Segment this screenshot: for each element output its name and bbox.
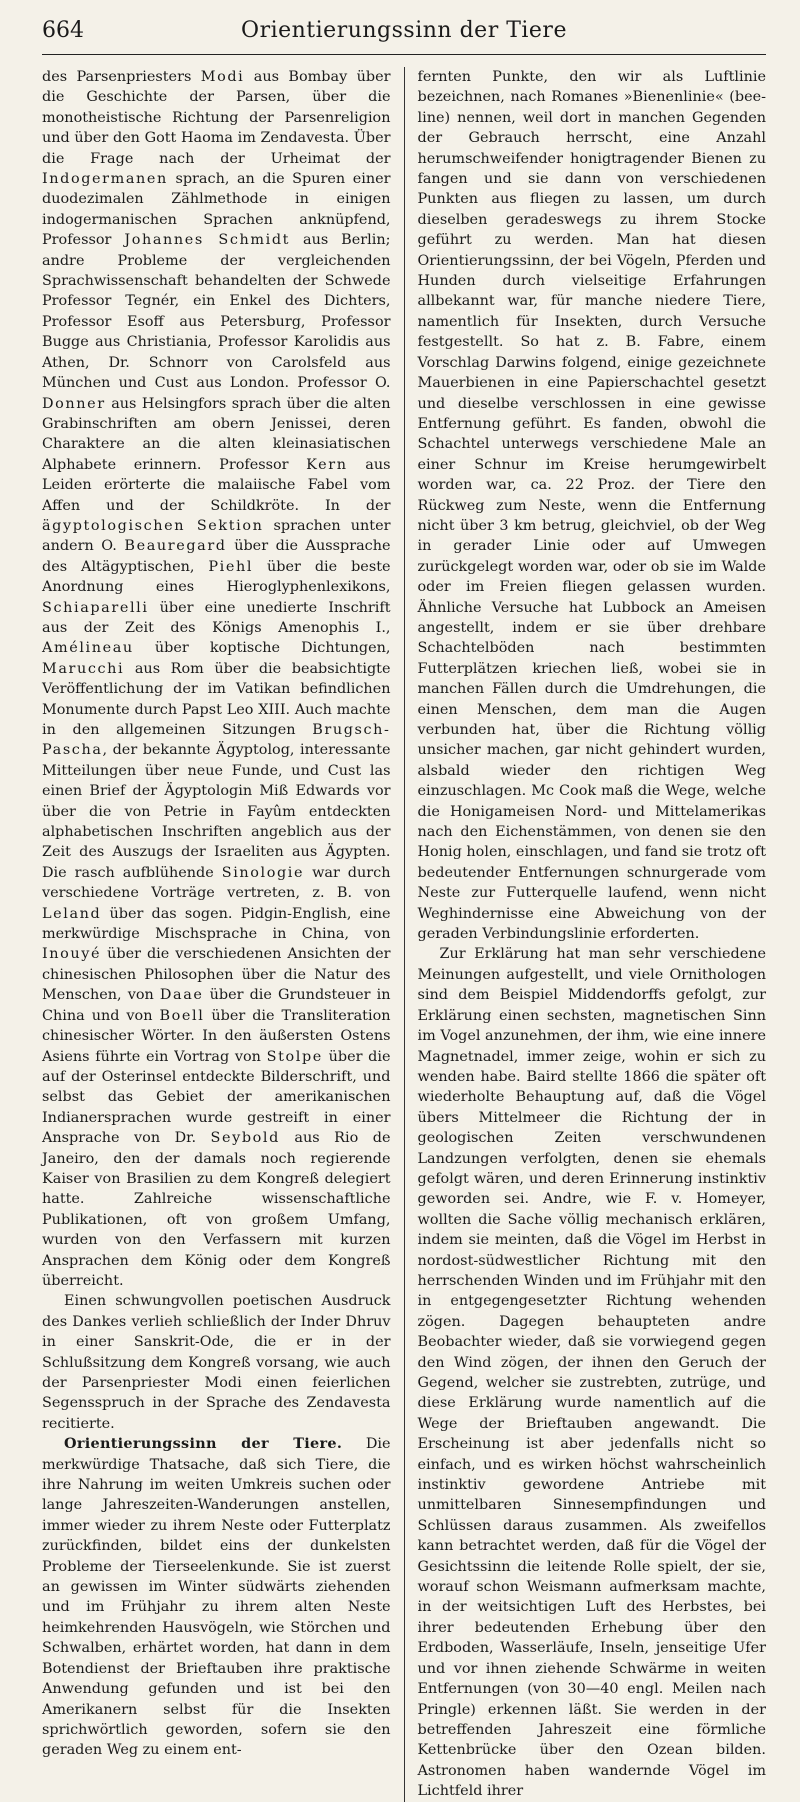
spaced-name: Beauregard: [124, 538, 227, 555]
spaced-name: Brugsch-Pascha: [42, 722, 391, 759]
spaced-name: Stolpe: [266, 1048, 323, 1065]
page-header: [42, 14, 766, 55]
text-run: Die merkwürdige Thatsache, daß sich Tiere, die ihre Nahrung im weiten Umkreis suchen oder lange Jahreszeiten-Wanderungen anstellen, immer wieder zu ihrem Neste oder Futterplatz zurückfinden, bildet eins der dunkelsten Probleme der Tierseelenkunde. Sie ist zuerst an gewissen im Winter südwärts ziehenden und im Frühjahr zu ihrem alten Neste heimkehrenden Hausvögeln, wie Störchen und Schwalben, erhärtet worden, hat dann in dem Botendienst der Brieftauben ihre praktische Anwendung gefunden und ist bei den Amerikanern selbst für die Insekten sprichwörtlich geworden, sofern sie den geraden Weg zu einem ent-: [42, 1436, 391, 1759]
text-run: über das sogen. Pidgin-English, eine merkwürdige Mischsprache in China, von: [42, 905, 391, 943]
text-run: aus Berlin; andre Probleme der vergleichenden Sprachwissenschaft behandelten der Schwede Professor Tegnér, ein Enkel des Dichters, Professor Esoff aus Petersburg, Professor Bugge aus Christiania, Professor Karolidis aus Athen, Dr. Schnorr von Carolsfeld aus München und Cust aus London. Professor O.: [42, 232, 391, 392]
text-run: über die auf der Osterinsel entdeckte Bilderschrift, und selbst das Gebiet der amerikanischen Indianersprachen wurde gestreift in einer Ansprache von Dr.: [42, 1048, 391, 1147]
text-run: über die Transliteration chinesischer Wörter. In den äußersten Ostens Asiens führte ein Vortrag von: [42, 1007, 391, 1065]
page-number: 664: [42, 18, 84, 43]
spaced-name: Donner: [42, 395, 106, 412]
text-run: über die beste Anordnung eines Hieroglyphenlexikons,: [42, 558, 391, 596]
spaced-name: Inouyé: [42, 946, 102, 963]
text-run: aus Rio de Janeiro, den der damals noch regierende Kaiser von Brasilien zu dem Kongreß delegiert hatte. Zahlreiche wissenschaftliche Publikationen, oft von großem Umfang, wurden von den Verfassern mit kurzen Ansprachen dem König oder dem Kongreß überreicht.: [42, 1130, 391, 1289]
section-heading: Orientierungssinn der Tiere.: [64, 1435, 343, 1453]
spaced-name: Modi: [200, 69, 245, 85]
text-run: aus Leiden erörterte die malaiische Fabel vom Affen und der Schildkröte. In der: [42, 456, 391, 514]
spaced-name: Seybold: [210, 1130, 280, 1147]
text-run: , der bekannte Ägyptolog, interessante Mitteilungen über neue Funde, und Cust las einen Brief der Ägyptologin Miß Edwards vor über die von Petrie in Fayûm entdeckten alphabetischen Inschriften angeblich aus der Zeit des Auszugs der Israeliten aus Ägypten. Die rasch aufblühende: [42, 742, 391, 881]
text-run: sprach, an die Spuren einer duodezimalen Zählmethode in einigen indogermanischen Sprachen anknüpfend, Professor: [42, 171, 391, 249]
spaced-name: Leland: [42, 905, 102, 922]
spaced-term: Indogermanen: [42, 171, 168, 188]
paragraph: [42, 67, 391, 1291]
text-run: des Parsenpriesters: [42, 69, 201, 85]
text-run: über koptische Dichtungen,: [133, 640, 391, 657]
paragraph: Zur Erklärung hat man sehr verschiedene Meinungen aufgestellt, und viele Ornithologen sind dem Beispiel Middendorffs gefolgt, zur Erklärung einen sechsten, magnetischen Sinn im Vogel anzunehmen, der ihm, wie eine innere Magnetnadel, immer zeige, wohin er sich zu wenden habe. Baird stellte 1866 die später oft wiederholte Behauptung auf, daß die Vögel übers Mittelmeer die Richtung der in geologischen Zeiten verschwundenen Landzungen verfolgten, denen sie ehemals gefolgt wären, und deren Erinnerung instinktiv geworden sei. Andre, wie F. v. Homeyer, wollten die Sache völlig mechanisch erklären, indem sie meinten, daß die Vögel im Herbst in nordost-südwestlicher Richtung mit den herrschenden Winden und im Frühjahr mit den in entgegengesetzter Richtung wehenden zögen. Dagegen behaupteten andre Beobachter wieder, daß sie vorwiegend gegen den Wind zögen, der ihnen den Geruch der Gegend, welcher sie zustrebten, zutrüge, und diese Erklärung wurde namentlich auf die Wege der Brieftauben angewandt. Die Erscheinung ist aber jedenfalls nicht so einfach, und es wirken höchst wahrscheinlich instinktiv gewordene Antriebe mit unmittelbaren Sinnesempfindungen und Schlüssen daraus zusammen. Als zweifellos kann betrachtet werden, daß für die Vögel der Gesichtssinn die leitende Rolle spielt, der sie, worauf schon Weismann aufmerksam machte, in der weitsichtigen Luft des Herbstes, bei ihrer bedeutenden Erhebung über den Erdboden, Wasserläufe, Inseln, jenseitige Ufer und vor ihnen ziehende Schwärme in weiten Entfernungen (von 30—40 engl. Meilen nach Pringle) erkennen läßt. Sie werden in der betreffenden Jahreszeit eine förmliche Kettenbrücke über den Ozean bilden. Astronomen haben wandernde Vögel im Lichtfeld ihrer: [417, 946, 766, 1800]
paragraph: fernten Punkte, den wir als Luftlinie bezeichnen, nach Romanes »Bienenlinie« (bee-line) nennen, weil dort in manchen Gegenden der Gebrauch herrscht, eine Anzahl herumschweifender honigtragender Bienen zu fangen und sie dann von verschiedenen Punkten aus fliegen zu lassen, um durch dieselben geradeswegs zu ihrem Stocke geführt zu werden. Man hat diesen Orientierungssinn, der bei Vögeln, Pferden und Hunden durch vielseitige Erfahrungen allbekannt war, für manche niedere Tiere, namentlich für Insekten, durch Versuche festgestellt. So hat z. B. Fabre, einem Vorschlag Darwins folgend, einige gezeichnete Mauerbienen in eine Papierschachtel gesetzt und dieselbe verschlossen in eine gewisse Entfernung geführt. Es fanden, obwohl die Schachtel unterwegs verschiedene Male an einer Schnur im Kreise herumgewirbelt worden war, ca. 22 Proz. der Tiere den Rückweg zum Neste, wenn die Entfernung nicht über 3 km betrug, gleichviel, ob der Weg in gerader Linie oder auf Umwegen zurückgelegt worden war, oder ob sie im Walde oder im Freien fliegen gelassen wurden. Ähnliche Versuche hat Lubbock an Ameisen angestellt, indem er sie über drehbare Schachtelböden nach bestimmten Futterplätzen kriechen ließ, wobei sie in manchen Fällen durch die Umdrehungen, die einen Menschen, dem man die Augen verbunden hat, über die Richtung völlig unsicher machen, gar nicht gehindert wurden, alsbald wieder den richtigen Weg einzuschlagen. Mc Cook maß die Wege, welche die Honigameisen Nord- und Mittelamerikas nach den Eichenstämmen, von denen sie den Honig holen, einschlagen, und fand sie trotz oft bedeutender Entfernungen schnurgerade vom Neste zur Futterquelle laufend, wenn nicht Weghindernisse eine Abweichung von der geraden Verbindungslinie erforderten.: [417, 69, 766, 943]
text-run: sprachen unter andern O.: [42, 517, 391, 555]
paragraph: Einen schwungvollen poetischen Ausdruck des Dankes verlieh schließlich der Inder Dhruv in einer Sanskrit-Ode, die er in der Schlußsitzung dem Kongreß vorsang, wie auch der Parsenpriester Modi einen feierlichen Segensspruch in der Sprache des Zendavesta recitierte.: [42, 1293, 391, 1432]
running-title: Orientierungssinn der Tiere: [241, 18, 567, 43]
section-paragraph: [42, 1434, 391, 1761]
spaced-name: Marucchi: [42, 660, 125, 677]
spaced-name: Daae: [159, 987, 204, 1004]
spaced-term: ägyptologischen Sektion: [42, 517, 264, 534]
text-columns: [42, 67, 766, 1802]
text-run: über die verschiedenen Ansichten der chinesischen Philosophen über die Natur des Menschen, von: [42, 946, 391, 1004]
left-column: [42, 67, 391, 1802]
text-run: aus Bombay über die Geschichte der Parsen, über die monotheistische Richtung der Parsenreligion und über den Gott Haoma im Zendavesta. Über die Frage nach der Urheimat der: [42, 69, 391, 167]
text-run: aus Helsingfors sprach über die alten Grabinschriften am obern Jenissei, deren Charaktere an die alten kleinasiatischen Alphabete erinnern. Professor: [42, 395, 391, 473]
spaced-name: Piehl: [208, 558, 254, 575]
spaced-name: Boell: [159, 1007, 205, 1024]
text-run: über die Aussprache des Altägyptischen,: [42, 538, 391, 575]
text-run: war durch verschiedene Vorträge vertreten, z. B. von: [42, 864, 391, 902]
text-run: über die Grundsteuer in China und von: [42, 987, 391, 1024]
text-run: über eine unedierte Inschrift aus der Zeit des Königs Amenophis I.,: [42, 599, 391, 636]
right-column: [418, 67, 767, 1802]
spaced-term: Sinologie: [221, 864, 305, 881]
spaced-name: Kern: [306, 456, 348, 473]
column-divider: [404, 67, 405, 1802]
spaced-name: Amélineau: [42, 640, 134, 657]
spaced-name: Johannes Schmidt: [124, 232, 291, 249]
text-run: aus Rom über die beabsichtigte Veröffentlichung der im Vatikan befindlichen Monumente durch Papst Leo XIII. Auch machte in den allgemeinen Sitzungen: [42, 660, 391, 738]
spaced-name: Schiaparelli: [42, 599, 149, 616]
